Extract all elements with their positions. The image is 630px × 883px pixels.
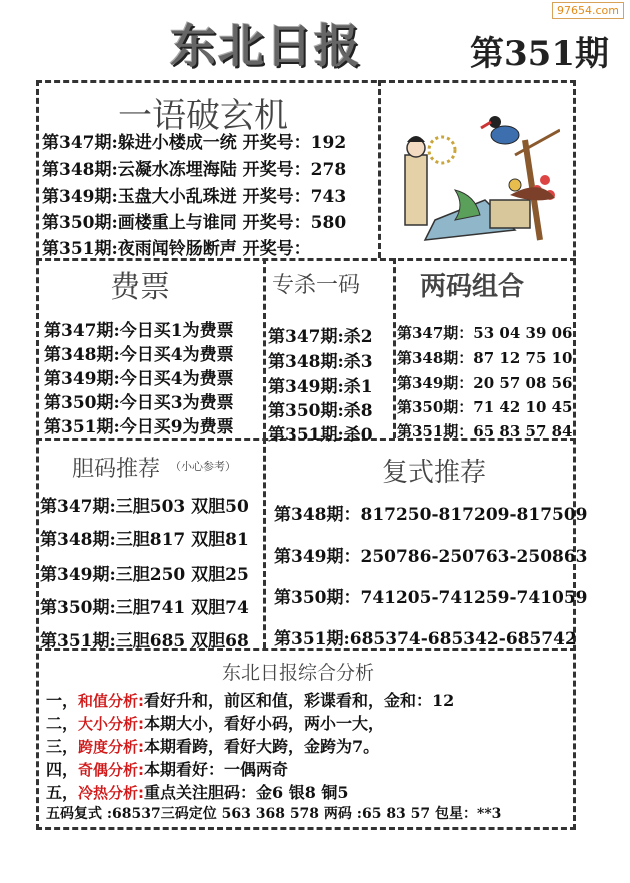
riddle-line: 第349期:玉盘大小乱珠迸 开奖号：743: [42, 187, 347, 207]
danma-title: 胆码推荐: [72, 457, 161, 482]
liangma-line: 第351期：65 83 57 84: [397, 422, 573, 440]
analysis-row: [46, 734, 379, 757]
liangma-line: 第348期：87 12 75 10: [397, 349, 573, 367]
zhuansha-title: 专杀一码: [272, 273, 361, 298]
danma-note: （小心参考）: [170, 460, 236, 473]
fushi-line: 第350期：741205-741259-741059: [274, 588, 588, 608]
analysis-text: 本期看好：一偶两奇: [144, 760, 289, 779]
analysis-text: 重点关注胆码：金6 银8 铜5: [144, 783, 349, 802]
analysis-label: 跨度分析:: [78, 738, 145, 756]
feipiao-line: 第347期:今日买1为费票: [44, 321, 234, 341]
analysis-num: 三，: [46, 737, 79, 756]
analysis-num: 二，: [46, 714, 79, 733]
danma-line: 第348期:三胆817 双胆81: [40, 530, 249, 550]
feipiao-line: 第350期:今日买3为费票: [44, 393, 234, 413]
divider-danma: [263, 438, 266, 648]
analysis-num: 五，: [46, 783, 79, 802]
zhuansha-line: 第349期:杀1: [268, 377, 373, 397]
analysis-row: [46, 780, 349, 803]
fushi-line: 第349期：250786-250763-250863: [274, 547, 588, 567]
issue-number: 第351期: [470, 34, 609, 74]
danma-line: 第347期:三胆503 双胆50: [40, 497, 249, 517]
zhuansha-line: 第348期:杀3: [268, 352, 373, 372]
analysis-num: 一，: [46, 691, 79, 710]
fushi-line: 第351期:685374-685342-685742: [274, 629, 577, 649]
zhuansha-line: 第347期:杀2: [268, 327, 373, 347]
liangma-title: 两码组合: [420, 272, 525, 302]
analysis-text: 本期看跨，看好大跨，金跨为7。: [144, 737, 380, 756]
analysis-label: 冷热分析:: [78, 784, 145, 802]
analysis-label: 奇偶分析:: [78, 761, 145, 779]
riddle-line: 第351期:夜雨闻铃肠断声 开奖号：: [42, 239, 311, 259]
analysis-text: 看好升和，前区和值，彩谍看和，金和：12: [144, 691, 455, 710]
watermark: 97654.com: [552, 2, 624, 19]
liangma-line: 第350期：71 42 10 45: [397, 398, 573, 416]
fushi-title: 复式推荐: [382, 458, 487, 488]
feipiao-title: 费票: [110, 270, 170, 305]
zhuansha-line: 第351期:杀0: [268, 425, 373, 445]
danma-line: 第349期:三胆250 双胆25: [40, 565, 249, 585]
analysis-title: 东北日报综合分析: [222, 662, 375, 684]
zhuansha-line: 第350期:杀8: [268, 401, 373, 421]
riddle-title: 一语破玄机: [118, 96, 288, 136]
liangma-line: 第347期：53 04 39 06: [397, 324, 573, 342]
scholar-illustration: [395, 100, 560, 250]
feipiao-line: 第351期:今日买9为费票: [44, 417, 234, 437]
analysis-row: [46, 711, 384, 734]
feipiao-line: 第348期:今日买4为费票: [44, 345, 234, 365]
fushi-line: 第348期：817250-817209-817509: [274, 505, 588, 525]
danma-line: 第350期:三胆741 双胆74: [40, 598, 249, 618]
analysis-footer: 五码复式 :68537三码定位 563 368 578 两码 :65 83 57 包星：**3: [46, 806, 502, 822]
feipiao-line: 第349期:今日买4为费票: [44, 369, 234, 389]
divider-feipiao: [263, 258, 266, 438]
liangma-line: 第349期：20 57 08 56: [397, 374, 573, 392]
divider-illustration: [378, 80, 381, 258]
analysis-row: [46, 688, 454, 711]
analysis-num: 四，: [46, 760, 79, 779]
danma-line: 第351期:三胆685 双胆68: [40, 631, 249, 651]
analysis-label: 和值分析:: [78, 692, 145, 710]
riddle-line: 第347期:躲进小楼成一统 开奖号：192: [42, 133, 347, 153]
divider-zhuansha: [393, 258, 396, 438]
analysis-row: [46, 757, 288, 780]
masthead-title: 东北日报: [170, 19, 362, 73]
analysis-label: 大小分析:: [78, 715, 145, 733]
riddle-line: 第348期:云凝水冻埋海陆 开奖号：278: [42, 160, 347, 180]
analysis-text: 本期大小，看好小码，两小一大，: [144, 714, 385, 733]
riddle-line: 第350期:画楼重上与谁同 开奖号：580: [42, 213, 347, 233]
